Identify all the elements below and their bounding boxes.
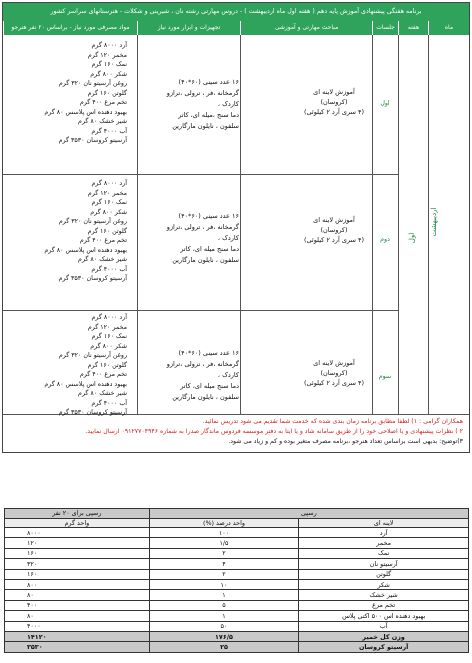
grid-line (240, 35, 241, 414)
percent-cell: ۱۷۶/۵ (149, 631, 299, 641)
table-row (5, 559, 469, 569)
material-line: روغن آرسیتو نان ۳۲۰ گرم (58, 218, 127, 225)
table-row (5, 548, 469, 558)
percent-cell: ۱۰۰ (149, 528, 299, 538)
equipment-line: گرمخانه ،فر ، ترولی ،ترازو (166, 360, 239, 368)
session-equipment (139, 211, 239, 266)
grams-cell: ۳۲۰ (5, 559, 150, 569)
material-line: بهبود دهنده اس پلاسس ۸۰ گرم (44, 108, 127, 116)
header-week: هفته (398, 21, 428, 35)
material-line: بهبود دهنده اس پلاسس ۸۰ گرم (44, 246, 127, 254)
topic-line: (۴ سری آرد ۲ کیلوئی) (303, 236, 365, 244)
material-line: بهبود دهنده اس پلاسس ۸۰ گرم (44, 380, 127, 388)
table-row (5, 590, 469, 600)
material-line: مخمر ۱۲۰ گرم (87, 189, 127, 197)
session-materials (7, 179, 127, 284)
table-row (5, 600, 469, 610)
equipment-line: ۱۶ عدد سینی (۶۰*۴۰) (178, 212, 239, 220)
total-row (5, 631, 469, 641)
ingredient-cell: وزن کل خمیر (299, 631, 469, 641)
table-row (5, 621, 469, 631)
material-line: مخمر ۱۲۰ گرم (87, 323, 127, 331)
material-line: نمک ۱۶۰ گرم (91, 199, 127, 206)
material-line: آرد ۸۰۰۰ گرم (91, 314, 127, 321)
equipment-line: دما سنج ،میله ای، کاتر (178, 111, 239, 119)
ingredient-cell: تخم مرغ (299, 600, 469, 610)
equipment-line: سلفون ، نایلون مارگارین (172, 122, 239, 130)
column-header-row (3, 21, 469, 35)
session-topic (303, 87, 365, 117)
note-line-2: ۲ ) نظرات پیشنهادی و یا اصلاحی خود را از طریق سامانه شاد و یا ایتا به دفتر موسسه فردوس ماندگار صدرا به شماره ۰۹۱۲۷۷۰۴۹۴۶ ارسال نمایید. (85, 428, 463, 435)
equipment-line: گرمخانه ،فر ، ترولی ،ترازو (166, 89, 239, 97)
material-line: آرسیتو کروسان ۳۵۳۰ گرم (58, 137, 127, 144)
equipment-line: گرمخانه ،فر ، ترولی ،ترازو (166, 223, 239, 231)
equipment-line: کاردک ، (217, 371, 239, 379)
equipment-line: کاردک ، (217, 234, 239, 242)
grams-cell: ۳۵۳۰ (5, 642, 150, 652)
recipe-header-right: رسپی (149, 509, 468, 519)
material-line: روغن آرسیتو نان ۳۲۰ گرم (58, 80, 127, 87)
grams-cell: ۱۲۰ (5, 538, 150, 548)
material-line: تخم مرغ ۴۰۰ گرم (79, 237, 127, 244)
percent-cell: ۵۰ (149, 621, 299, 631)
material-line: گلوتن ۱۶۰ گرم (87, 361, 127, 369)
grid-line (428, 35, 429, 414)
equipment-line: دما سنج میله ای، کاتر (180, 382, 239, 390)
material-line: نمک ۱۶۰ گرم (91, 333, 127, 340)
percent-cell: ۲ (149, 569, 299, 579)
material-line: آرسیتو کروسان ۳۵۳۰ گرم (58, 409, 127, 416)
material-line: آرسیتو کروسان ۳۵۳۰ گرم (58, 275, 127, 282)
header-topics: مباحث مهارتی و آموزشی (240, 21, 372, 35)
session-equipment (139, 77, 239, 132)
note-line-1: همکاران گرامی : ۱) لطفا مطابق برنامه زمان بندی شده که خدمت شما تقدیم می شود تدریس نمائید. (202, 418, 463, 425)
plan-title: برنامه هفتگی پیشنهادی آموزش پایه دهم ( هفته اول ماه اردیبهشت ) - دروس مهارتی رشته نان ، شیرینی و شکلات - هنرستانهای سراسر کشور (3, 3, 469, 21)
material-line: شیر خشک ۸۰ گرم (78, 256, 127, 263)
header-month: ماه (428, 21, 469, 35)
material-line: مخمر ۱۲۰ گرم (87, 51, 127, 59)
material-line: آرد ۸۰۰۰ گرم (91, 180, 127, 187)
percent-cell: ۴ (149, 559, 299, 569)
header-materials: مواد مصرفی مورد نیاز - براساس ۲۰ نفر هنرجو (3, 21, 137, 35)
header-sessions: جلسات (372, 21, 398, 35)
equipment-line: ۱۶ عدد سینی (۶۰*۴۰) (178, 349, 239, 357)
material-line: نمک ۱۶۰ گرم (91, 61, 127, 68)
session-topic (303, 215, 365, 245)
session-label: سوم (378, 373, 392, 380)
percent-cell: ۱ (149, 611, 299, 621)
col-percent: واحد درصد (%) (149, 518, 299, 528)
grid-line (3, 174, 398, 175)
grams-cell: ۱۶۰ (5, 569, 150, 579)
percent-cell: ۵ (149, 600, 299, 610)
topic-line: (۴ سری آرد ۲ کیلوئی) (303, 108, 365, 116)
equipment-line: دما سنج میله ای، کاتر (180, 245, 239, 253)
ingredient-cell: بهبود دهنده اس ۵۰۰ اکتی پلاس (299, 611, 469, 621)
grams-cell: ۴۰۰ (5, 600, 150, 610)
material-line: شیر خشک ۸۰ گرم (78, 390, 127, 397)
session-label: دوم (380, 236, 390, 243)
material-line: آب ۴۰۰۰ گرم (91, 265, 127, 273)
percent-cell: ۱ (149, 590, 299, 600)
percent-cell: ۲ (149, 548, 299, 558)
grid-line (137, 35, 138, 414)
material-line: گلوتن ۱۶۰ گرم (87, 89, 127, 97)
grams-cell: ۸۰ (5, 590, 150, 600)
ingredient-cell: گلوتن (299, 569, 469, 579)
equipment-line: سلفون ، نایلون مارگارین (172, 256, 239, 264)
session-label: اول (380, 100, 390, 107)
final-row (5, 642, 469, 652)
topic-line: آموزش لاینه ای (کروسان) (313, 216, 355, 234)
material-line: آب ۴۰۰۰ گرم (91, 399, 127, 407)
ingredient-cell: نمک (299, 548, 469, 558)
equipment-line: سلفون ، نایلون مارگارین (172, 393, 239, 401)
header-equipment: تجهیزات و ابزار مورد نیاز (137, 21, 240, 35)
month-cell: اردیبهشت (430, 207, 438, 237)
grams-cell: ۸۰۰ (5, 579, 150, 589)
ingredient-cell: مخمر (299, 538, 469, 548)
topic-line: آموزش لاینه ای (کروسان) (313, 359, 355, 377)
table-row (5, 611, 469, 621)
equipment-line: کاردک ، (217, 100, 239, 108)
material-line: روغن آرسیتو نان ۳۲۰ گرم (58, 352, 127, 359)
ingredient-cell: شکر (299, 579, 469, 589)
week-cell: اول (408, 232, 416, 244)
percent-cell: ۲۵ (149, 642, 299, 652)
session-equipment (139, 348, 239, 403)
grams-cell: ۴۰۰۰ (5, 621, 150, 631)
material-line: آرد ۸۰۰۰ گرم (91, 42, 127, 49)
topic-line: آموزش لاینه ای (کروسان) (313, 88, 355, 106)
grams-cell: ۸۰۰۰ (5, 528, 150, 538)
table-row (5, 538, 469, 548)
material-line: شکر ۸۰۰ گرم (90, 342, 127, 350)
ingredient-cell: شیر خشک (299, 590, 469, 600)
grid-line (3, 310, 398, 311)
material-line: تخم مرغ ۴۰۰ گرم (79, 371, 127, 378)
recipe-table-header (5, 509, 469, 519)
session-topic (303, 358, 365, 388)
recipe-header-left: رسپی برای ۲۰ نفر (5, 509, 150, 519)
session-materials (7, 313, 127, 418)
table-row (5, 528, 469, 538)
ingredient-cell: آرد (299, 528, 469, 538)
table-row (5, 569, 469, 579)
grams-cell: ۸۰ (5, 611, 150, 621)
ingredient-cell: آب (299, 621, 469, 631)
topic-line: (۴ سری آرد ۲ کیلوئی) (303, 379, 365, 387)
teacher-notes (3, 414, 469, 452)
recipe-subheader (5, 518, 469, 528)
material-line: شکر ۸۰۰ گرم (90, 70, 127, 78)
material-line: تخم مرغ ۴۰۰ گرم (79, 99, 127, 106)
material-line: آب ۴۰۰۰ گرم (91, 127, 127, 135)
ingredient-cell: آرسیتو نان (299, 559, 469, 569)
grams-cell: ۱۴۱۲۰ (5, 631, 150, 641)
grid-line (372, 35, 373, 414)
grid-line (398, 35, 399, 414)
col-ingredient: لاینه ای (299, 518, 469, 528)
session-materials (7, 41, 127, 146)
percent-cell: ۱/۵ (149, 538, 299, 548)
percent-cell: ۱۰ (149, 579, 299, 589)
grams-cell: ۱۶۰ (5, 548, 150, 558)
recipe-table (4, 508, 469, 653)
table-row (5, 579, 469, 589)
ingredient-cell: آرسیتو کروسان (299, 642, 469, 652)
material-line: گلوتن ۱۶۰ گرم (87, 227, 127, 235)
col-grams: واحد گرم (5, 518, 150, 528)
weekly-plan-table (2, 2, 470, 453)
material-line: شیر خشک ۸۰ گرم (78, 118, 127, 125)
material-line: شکر ۸۰۰ گرم (90, 208, 127, 216)
note-line-3: ۳)توضیح: بدیهی است براساس تعداد هنرجو ،برنامه مصرف متغیر بوده و کم و زیاد می شود. (228, 438, 463, 445)
equipment-line: ۱۶ عدد سینی (۶۰*۴۰) (178, 78, 239, 86)
